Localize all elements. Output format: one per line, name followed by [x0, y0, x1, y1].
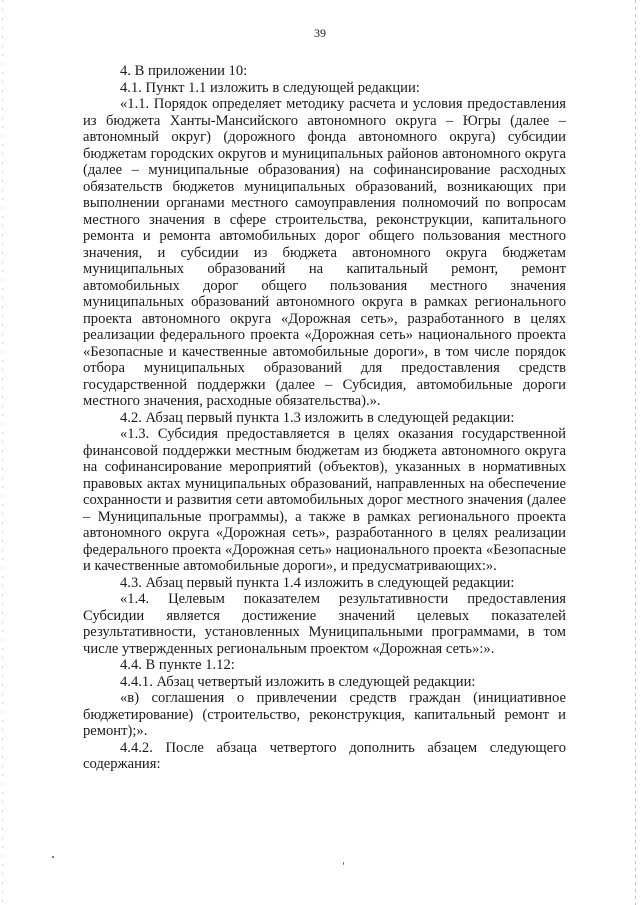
scan-speck [343, 862, 344, 865]
scan-speck [52, 856, 54, 858]
paragraph-clause-1-3: «1.3. Субсидия предоставляется в целях оказания государственной финансовой поддержки местным бюджетам из бюджета автономного округа на софинансирование мероприятий (объектов), указанных в нормативных правовых актах муниципальных образований, направленных на обеспечение сохранности и развития сети автомобильных дорог местного значения (далее – Муниципальные программы), а также в рамках регионального проекта автономного округа «Дорожная сеть», разработанного в целях реализации федерального проекта «Дорожная сеть» национального проекта «Безопасные и качественные автомобильные дороги», и предусматривающих:». [83, 426, 566, 574]
paragraph-clause-1-1: «1.1. Порядок определяет методику расчета и условия предоставления из бюджета Ханты-Мансийского автономного округа – Югры (далее – автономный округ) (дорожного фонда автономного округа) субсидии бюджетам городских округов и муниципальных районов автономного округа (далее – муниципальные образования) на софинансирование расходных обязательств бюджетов муниципальных образований, возникающих при выполнении органами местного самоуправления полномочий по вопросам местного значения в сфере строительства, реконструкции, капитального ремонта и ремонта автомобильных дорог общего пользования местного значения, и субсидии из бюджета автономного округа бюджетам муниципальных образований на капитальный ремонт, ремонт автомобильных дорог общего пользования местного значения муниципальных образований автономного округа в рамках регионального проекта автономного округа «Дорожная сеть», разработанного в целях реализации федерального проекта «Дорожная сеть» национального проекта «Безопасные и качественные автомобильные дороги», в том числе порядок отбора муниципальных образований для предоставления средств государственной поддержки (далее – Субсидия, автомобильные дороги местного значения, расходные обязательства).». [83, 96, 566, 409]
paragraph-clause-1-4: «1.4. Целевым показателем результативности предоставления Субсидии является достижение значений целевых показателей результативности, установленных Муниципальными программами, в том числе утвержденных региональным проектом «Дорожная сеть»:». [83, 591, 566, 657]
scan-edge-left [2, 0, 3, 905]
paragraph-4-4-2: 4.4.2. После абзаца четвертого дополнить абзацем следующего содержания: [83, 739, 566, 772]
paragraph-4-4-1: 4.4.1. Абзац четвертый изложить в следующей редакции: [120, 673, 476, 690]
paragraph-4-4: 4.4. В пункте 1.12: [120, 657, 235, 673]
paragraph-4-3: 4.3. Абзац первый пункта 1.4 изложить в следующей редакции: [120, 574, 515, 591]
paragraph-appendix-10: 4. В приложении 10: [120, 63, 248, 79]
scan-edge-right [635, 0, 636, 905]
paragraph-subclause-v: «в) соглашения о привлечении средств граждан (инициативное бюджетирование) (строительство, реконструкция, капитальный ремонт и ремонт);». [83, 690, 566, 739]
paragraph-4-2: 4.2. Абзац первый пункта 1.3 изложить в следующей редакции: [120, 409, 515, 426]
document-body [83, 63, 566, 773]
page-number: 39 [314, 26, 326, 40]
paragraph-4-1: 4.1. Пункт 1.1 изложить в следующей редакции: [120, 79, 420, 96]
